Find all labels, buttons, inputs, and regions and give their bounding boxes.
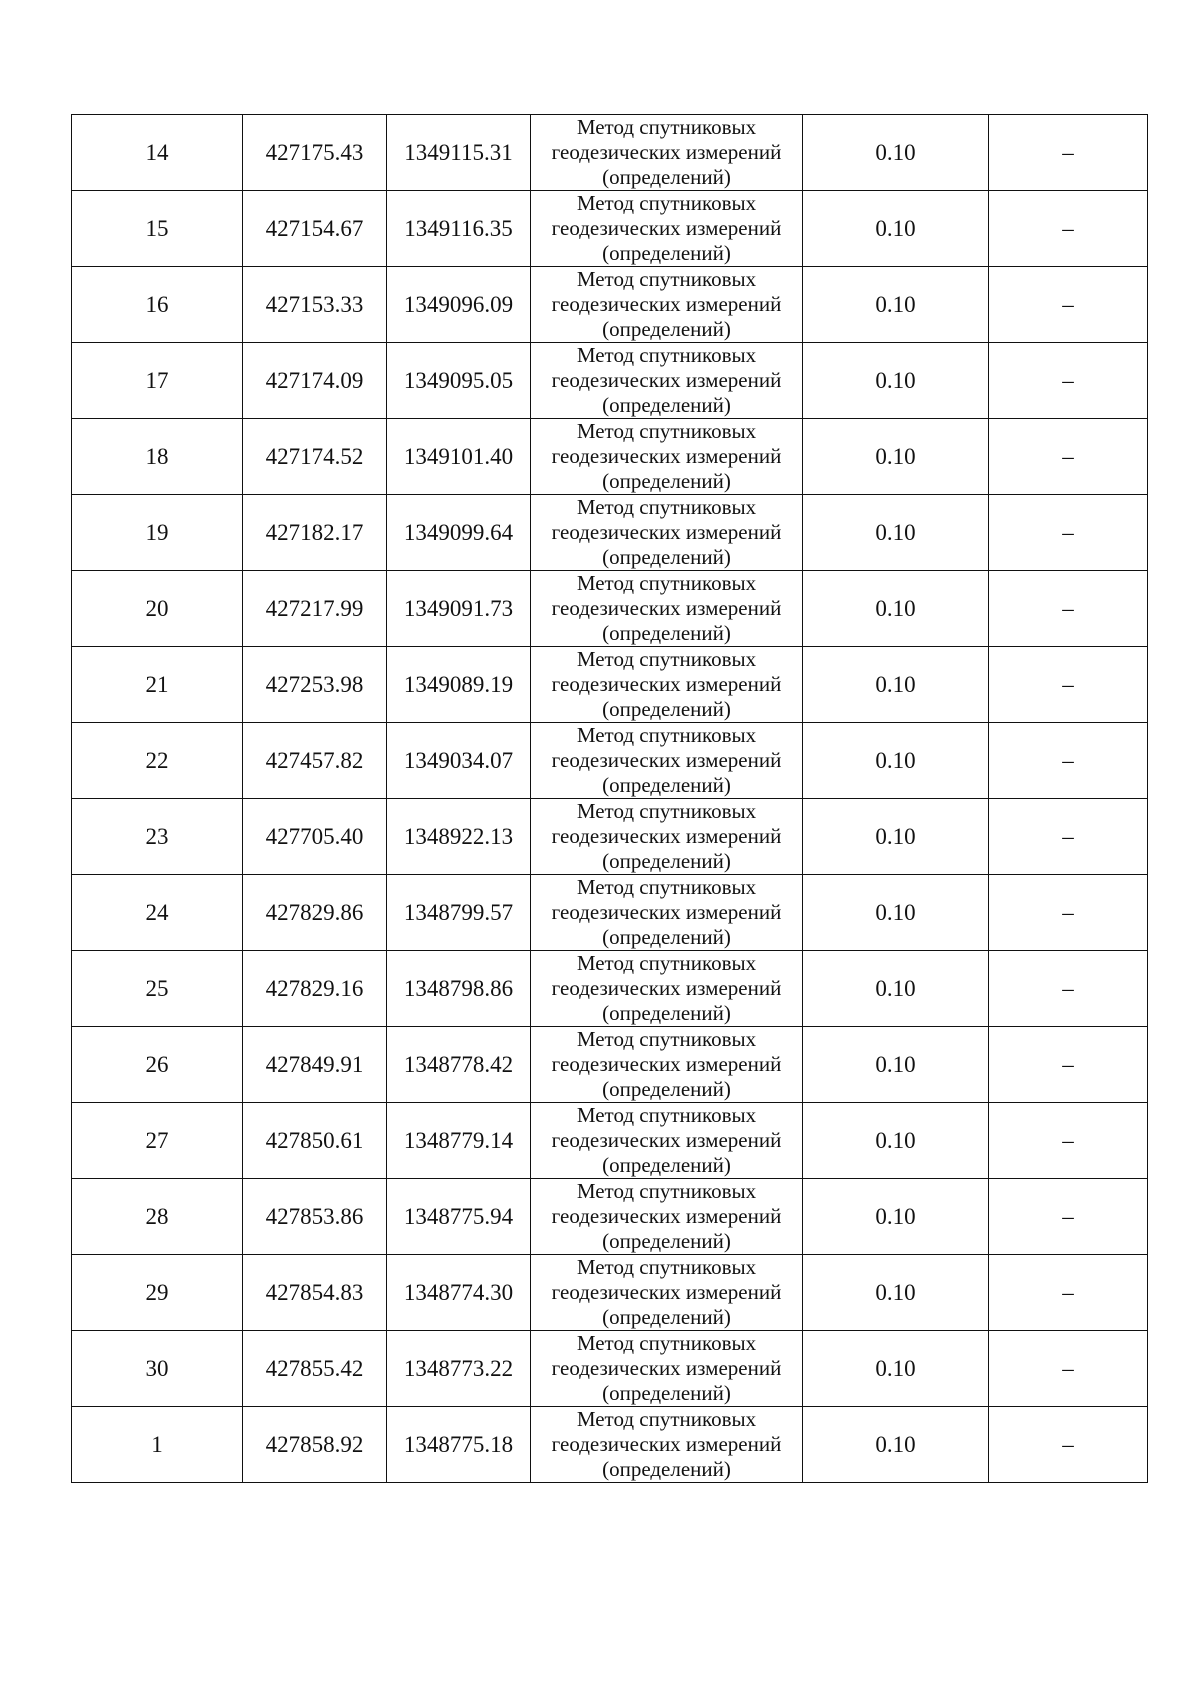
coordinate-x-cell: 427849.91 [243,1027,387,1103]
method-text-line: Метод спутниковых [576,875,757,899]
method-text-line: (определений) [602,241,731,265]
method-text-line: геодезических измерений [551,672,782,696]
accuracy-cell: 0.10 [803,343,989,419]
method-text-line: (определений) [602,1457,731,1481]
coordinate-y-cell: 1349091.73 [387,571,531,647]
method-cell [531,723,803,799]
coordinate-y-cell: 1348778.42 [387,1027,531,1103]
method-cell [531,1255,803,1331]
method-text-line: (определений) [602,1077,731,1101]
method-text-line: Метод спутниковых [576,951,757,975]
table-row [72,419,1148,495]
note-cell: – [989,875,1148,951]
point-number-cell: 30 [72,1331,243,1407]
method-cell [531,343,803,419]
point-number-cell: 29 [72,1255,243,1331]
coordinate-y-cell: 1348775.18 [387,1407,531,1483]
coordinate-x-cell: 427153.33 [243,267,387,343]
method-text-line: (определений) [602,1305,731,1329]
method-text-line: геодезических измерений [551,596,782,620]
method-cell [531,875,803,951]
method-cell [531,191,803,267]
method-text-line: (определений) [602,317,731,341]
coordinate-x-cell: 427154.67 [243,191,387,267]
point-number-cell: 17 [72,343,243,419]
accuracy-cell: 0.10 [803,875,989,951]
accuracy-cell: 0.10 [803,723,989,799]
method-text-line: (определений) [602,621,731,645]
point-number-cell: 23 [72,799,243,875]
method-cell [531,115,803,191]
coordinate-y-cell: 1349101.40 [387,419,531,495]
coordinate-x-cell: 427182.17 [243,495,387,571]
accuracy-cell: 0.10 [803,267,989,343]
point-number-cell: 21 [72,647,243,723]
coordinate-y-cell: 1349116.35 [387,191,531,267]
coordinate-x-cell: 427829.16 [243,951,387,1027]
method-cell [531,1103,803,1179]
point-number-cell: 26 [72,1027,243,1103]
point-number-cell: 20 [72,571,243,647]
table-row [72,571,1148,647]
note-cell: – [989,1255,1148,1331]
coordinate-x-cell: 427174.52 [243,419,387,495]
method-text-line: Метод спутниковых [576,495,757,519]
coordinate-y-cell: 1349034.07 [387,723,531,799]
table-row [72,495,1148,571]
table-row [72,723,1148,799]
method-cell [531,495,803,571]
method-text-line: геодезических измерений [551,1204,782,1228]
coordinate-x-cell: 427858.92 [243,1407,387,1483]
table-row [72,343,1148,419]
point-number-cell: 22 [72,723,243,799]
note-cell: – [989,647,1148,723]
coordinate-y-cell: 1349089.19 [387,647,531,723]
table-row [72,1027,1148,1103]
table-row [72,647,1148,723]
coordinate-y-cell: 1349095.05 [387,343,531,419]
coordinates-table [71,114,1148,1483]
accuracy-cell: 0.10 [803,951,989,1027]
note-cell: – [989,267,1148,343]
note-cell: – [989,1027,1148,1103]
method-text-line: (определений) [602,1381,731,1405]
note-cell: – [989,419,1148,495]
method-text-line: геодезических измерений [551,1356,782,1380]
coordinate-x-cell: 427253.98 [243,647,387,723]
coordinate-y-cell: 1348774.30 [387,1255,531,1331]
coordinate-x-cell: 427854.83 [243,1255,387,1331]
method-text-line: Метод спутниковых [576,1407,757,1431]
method-text-line: (определений) [602,165,731,189]
method-text-line: геодезических измерений [551,1280,782,1304]
method-text-line: геодезических измерений [551,748,782,772]
point-number-cell: 14 [72,115,243,191]
coordinate-y-cell: 1348773.22 [387,1331,531,1407]
table-row [72,799,1148,875]
coordinate-x-cell: 427217.99 [243,571,387,647]
accuracy-cell: 0.10 [803,115,989,191]
table-row [72,1179,1148,1255]
method-text-line: геодезических измерений [551,1052,782,1076]
point-number-cell: 27 [72,1103,243,1179]
method-text-line: Метод спутниковых [576,723,757,747]
point-number-cell: 1 [72,1407,243,1483]
method-text-line: (определений) [602,773,731,797]
method-text-line: геодезических измерений [551,140,782,164]
accuracy-cell: 0.10 [803,571,989,647]
point-number-cell: 15 [72,191,243,267]
table-row [72,191,1148,267]
method-text-line: Метод спутниковых [576,343,757,367]
coordinate-y-cell: 1349096.09 [387,267,531,343]
method-text-line: (определений) [602,545,731,569]
method-text-line: Метод спутниковых [576,1331,757,1355]
method-text-line: Метод спутниковых [576,115,757,139]
method-text-line: Метод спутниковых [576,267,757,291]
coordinate-y-cell: 1348779.14 [387,1103,531,1179]
coordinate-x-cell: 427829.86 [243,875,387,951]
coordinate-x-cell: 427457.82 [243,723,387,799]
method-text-line: (определений) [602,925,731,949]
table-row [72,875,1148,951]
table-row [72,951,1148,1027]
method-text-line: (определений) [602,697,731,721]
method-text-line: Метод спутниковых [576,799,757,823]
method-text-line: геодезических измерений [551,1128,782,1152]
method-cell [531,951,803,1027]
coordinate-x-cell: 427850.61 [243,1103,387,1179]
method-text-line: (определений) [602,1001,731,1025]
coordinates-table-body [72,115,1148,1483]
method-cell [531,267,803,343]
coordinate-y-cell: 1348799.57 [387,875,531,951]
note-cell: – [989,951,1148,1027]
note-cell: – [989,191,1148,267]
coordinate-y-cell: 1349099.64 [387,495,531,571]
method-cell [531,571,803,647]
accuracy-cell: 0.10 [803,799,989,875]
method-text-line: (определений) [602,393,731,417]
method-text-line: геодезических измерений [551,444,782,468]
method-text-line: Метод спутниковых [576,647,757,671]
method-text-line: (определений) [602,469,731,493]
table-row [72,1331,1148,1407]
note-cell: – [989,115,1148,191]
method-text-line: геодезических измерений [551,900,782,924]
table-row [72,115,1148,191]
point-number-cell: 28 [72,1179,243,1255]
method-text-line: геодезических измерений [551,520,782,544]
note-cell: – [989,1103,1148,1179]
method-text-line: геодезических измерений [551,216,782,240]
accuracy-cell: 0.10 [803,647,989,723]
accuracy-cell: 0.10 [803,495,989,571]
method-text-line: геодезических измерений [551,1432,782,1456]
coordinate-y-cell: 1348775.94 [387,1179,531,1255]
table-row [72,1407,1148,1483]
note-cell: – [989,1331,1148,1407]
method-cell [531,419,803,495]
method-text-line: Метод спутниковых [576,1103,757,1127]
point-number-cell: 19 [72,495,243,571]
note-cell: – [989,495,1148,571]
method-cell [531,1407,803,1483]
method-text-line: Метод спутниковых [576,571,757,595]
coordinate-y-cell: 1348798.86 [387,951,531,1027]
method-cell [531,799,803,875]
accuracy-cell: 0.10 [803,191,989,267]
note-cell: – [989,571,1148,647]
coordinate-x-cell: 427855.42 [243,1331,387,1407]
method-text-line: (определений) [602,849,731,873]
accuracy-cell: 0.10 [803,1103,989,1179]
note-cell: – [989,799,1148,875]
accuracy-cell: 0.10 [803,1407,989,1483]
method-text-line: геодезических измерений [551,824,782,848]
note-cell: – [989,723,1148,799]
method-text-line: (определений) [602,1153,731,1177]
method-text-line: (определений) [602,1229,731,1253]
accuracy-cell: 0.10 [803,1255,989,1331]
accuracy-cell: 0.10 [803,1331,989,1407]
coordinate-x-cell: 427174.09 [243,343,387,419]
point-number-cell: 25 [72,951,243,1027]
coordinate-y-cell: 1349115.31 [387,115,531,191]
method-cell [531,647,803,723]
point-number-cell: 18 [72,419,243,495]
note-cell: – [989,343,1148,419]
note-cell: – [989,1179,1148,1255]
method-cell [531,1331,803,1407]
table-row [72,1103,1148,1179]
point-number-cell: 16 [72,267,243,343]
accuracy-cell: 0.10 [803,1027,989,1103]
note-cell: – [989,1407,1148,1483]
method-cell [531,1027,803,1103]
table-row [72,267,1148,343]
coordinate-x-cell: 427175.43 [243,115,387,191]
method-text-line: Метод спутниковых [576,1179,757,1203]
method-text-line: геодезических измерений [551,292,782,316]
coordinate-x-cell: 427705.40 [243,799,387,875]
coordinate-x-cell: 427853.86 [243,1179,387,1255]
accuracy-cell: 0.10 [803,419,989,495]
method-text-line: Метод спутниковых [576,1255,757,1279]
method-text-line: Метод спутниковых [576,191,757,215]
method-text-line: геодезических измерений [551,976,782,1000]
method-cell [531,1179,803,1255]
point-number-cell: 24 [72,875,243,951]
coordinate-y-cell: 1348922.13 [387,799,531,875]
method-text-line: геодезических измерений [551,368,782,392]
accuracy-cell: 0.10 [803,1179,989,1255]
method-text-line: Метод спутниковых [576,419,757,443]
method-text-line: Метод спутниковых [576,1027,757,1051]
table-row [72,1255,1148,1331]
